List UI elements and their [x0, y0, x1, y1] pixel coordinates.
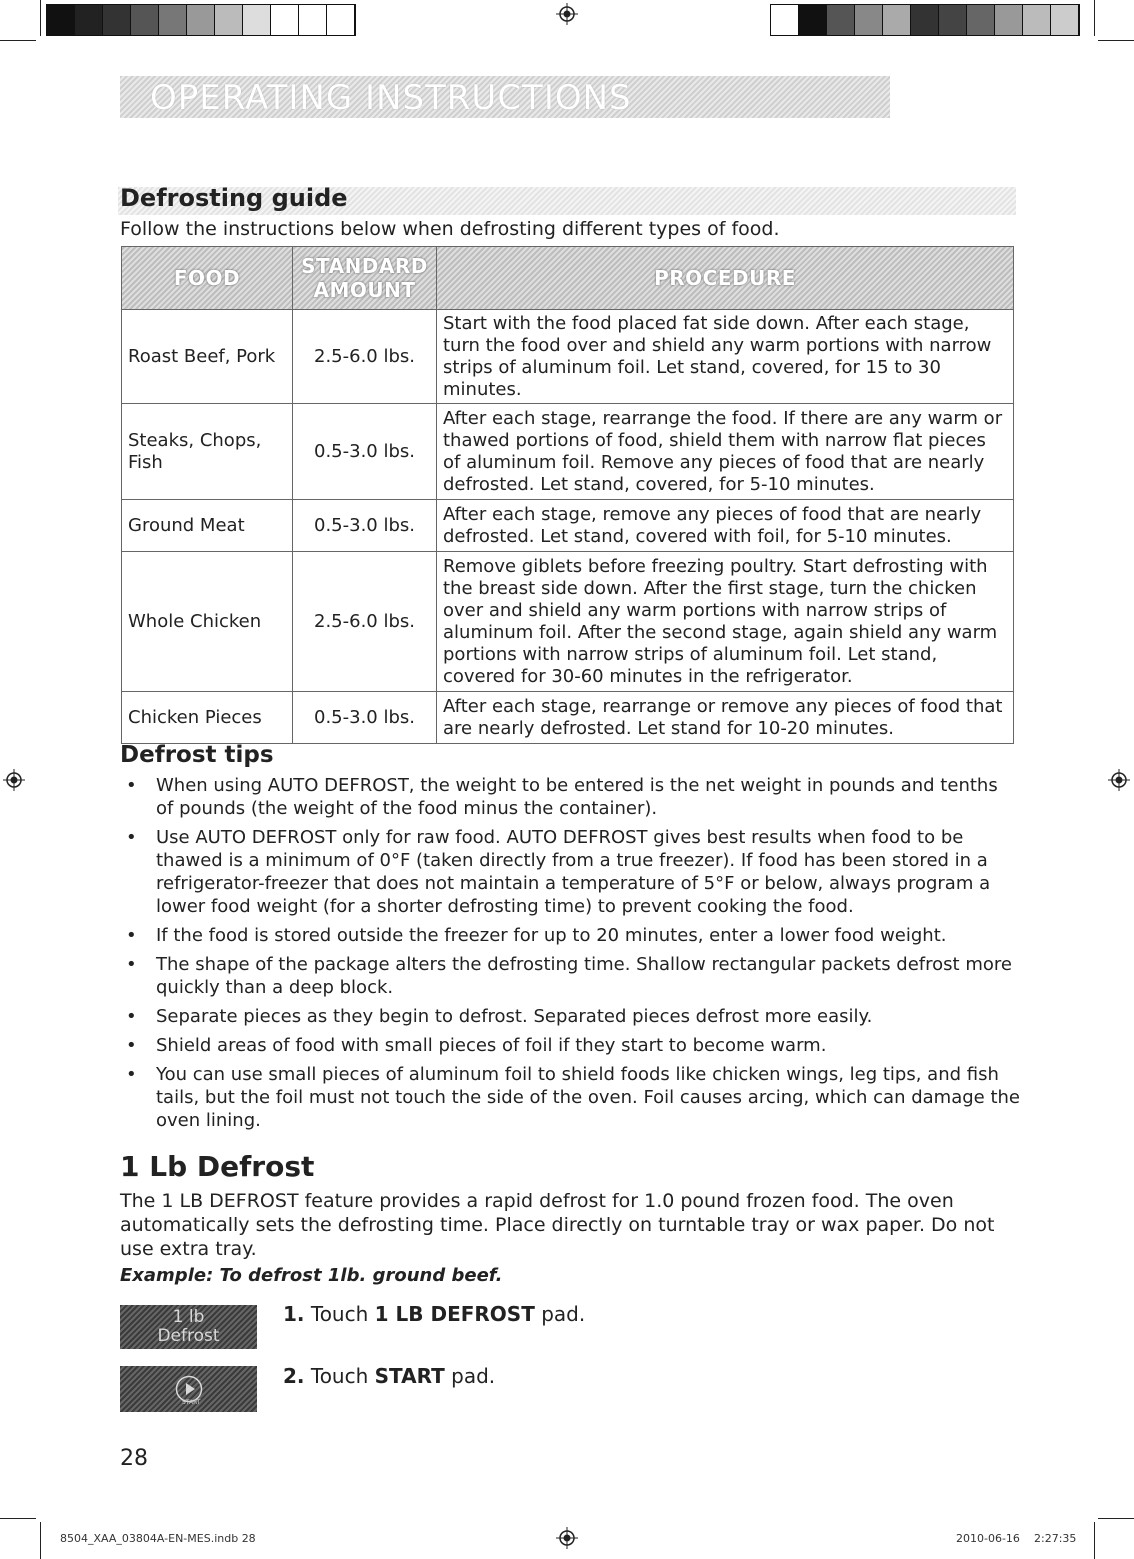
cell-amount: 0.5-3.0 lbs. — [293, 500, 437, 552]
bullet-icon: • — [126, 1035, 137, 1056]
defrost-tips-list — [120, 774, 1020, 1138]
list-item — [120, 953, 1020, 999]
tip-text: If the food is stored outside the freezer for up to 20 minutes, enter a lower food weight. — [156, 925, 947, 946]
list-item — [120, 1034, 1020, 1057]
crop-mark — [0, 1518, 36, 1519]
crop-mark — [1098, 40, 1134, 41]
table-row — [122, 500, 1014, 552]
crop-mark — [1098, 1518, 1134, 1519]
bullet-icon: • — [126, 775, 137, 796]
step-pre: Touch — [310, 1364, 369, 1388]
table-row — [122, 310, 1014, 404]
defrosting-guide-intro: Follow the instructions below when defrosting different types of food. — [120, 218, 780, 240]
table-row — [122, 552, 1014, 692]
banner-title: OPERATING INSTRUCTIONS — [150, 78, 632, 118]
cell-amount: 0.5-3.0 lbs. — [293, 692, 437, 744]
footer-file: 8504_XAA_03804A-EN-MES.indb 28 — [60, 1532, 256, 1545]
crop-mark — [40, 0, 41, 36]
bullet-icon: • — [126, 954, 137, 975]
tip-text: You can use small pieces of aluminum foil to shield foods like chicken wings, leg tips, and fish tails, but the foil must not touch the side of the oven. Foil causes arcing, which can damage the oven lining. — [156, 1064, 1020, 1131]
lb-defrost-description: The 1 LB DEFROST feature provides a rapid defrost for 1.0 pound frozen food. The oven automatically sets the defrosting time. Place directly on turntable tray or wax paper. Do not use extra tray. — [120, 1190, 995, 1260]
defrosting-guide-heading: Defrosting guide — [120, 184, 348, 212]
step-key: 1 LB DEFROST — [374, 1302, 535, 1326]
crop-mark — [0, 40, 36, 41]
cell-procedure: After each stage, rearrange the food. If there are any warm or thawed portions of food, shield them with narrow flat pieces of aluminum foil. Remove any pieces of food that are nearly defrosted. Let stand, covered, for 5-10 minutes. — [437, 404, 1014, 500]
tip-text: Shield areas of food with small pieces of foil if they start to become warm. — [156, 1035, 827, 1056]
cell-procedure: After each stage, rearrange or remove any pieces of food that are nearly defrosted. Let stand for 10-20 minutes. — [437, 692, 1014, 744]
start-pad-button[interactable] — [120, 1366, 257, 1412]
header-amount-line2: AMOUNT — [313, 278, 416, 302]
cell-amount: 0.5-3.0 lbs. — [293, 404, 437, 500]
header-food: FOOD — [122, 247, 293, 310]
lb-defrost-heading: 1 Lb Defrost — [120, 1150, 315, 1183]
cell-procedure: After each stage, remove any pieces of food that are nearly defrosted. Let stand, covered with foil, for 5-10 minutes. — [437, 500, 1014, 552]
cell-procedure: Remove giblets before freezing poultry. Start defrosting with the breast side down. After the first stage, turn the chicken over and shield any warm portions with narrow strips of aluminum foil. After the second stage, again shield any warm portions with narrow strips of aluminum foil. Let stand, covered for 30-60 minutes in the refrigerator. — [437, 552, 1014, 692]
lb-defrost-pad-button[interactable] — [120, 1305, 257, 1349]
page-number: 28 — [120, 1446, 148, 1471]
tip-text: Separate pieces as they begin to defrost. Separated pieces defrost more easily. — [156, 1006, 873, 1027]
section-banner — [120, 76, 890, 118]
cell-amount: 2.5-6.0 lbs. — [293, 310, 437, 404]
step-pre: Touch — [310, 1302, 369, 1326]
bullet-icon: • — [126, 1006, 137, 1027]
list-item — [120, 774, 1020, 820]
cell-food: Whole Chicken — [122, 552, 293, 692]
cell-procedure: Start with the food placed fat side down. After each stage, turn the food over and shield any warm portions with narrow strips of aluminum foil. Let stand, covered, for 15 to 30 minutes. — [437, 310, 1014, 404]
step-key: START — [374, 1364, 445, 1388]
cell-food: Chicken Pieces — [122, 692, 293, 744]
tip-text: Use AUTO DEFROST only for raw food. AUTO DEFROST gives best results when food to be thawed is a minimum of 0°F (taken directly from a true freezer). If food has been stored in a refrigerator-freezer that does not maintain a temperature of 5°F or below, always program a lower food weight (for a shorter defrosting time) to prevent cooking the food. — [156, 827, 991, 917]
bullet-icon: • — [126, 827, 137, 848]
registration-mark-icon — [1108, 769, 1130, 791]
bullet-icon: • — [126, 1064, 137, 1085]
table-header-row — [122, 247, 1014, 310]
color-bar — [770, 4, 1080, 36]
footer-time: 2:27:35 — [1034, 1532, 1077, 1545]
grayscale-bar — [46, 4, 356, 36]
start-pad-label: START — [182, 1399, 201, 1406]
tip-text: When using AUTO DEFROST, the weight to be entered is the net weight in pounds and tenths of pounds (the weight of the food minus the container). — [156, 775, 998, 819]
bullet-icon: • — [126, 925, 137, 946]
list-item — [120, 1005, 1020, 1028]
header-amount-line1: STANDARD — [301, 254, 428, 278]
cell-food: Ground Meat — [122, 500, 293, 552]
table-row — [122, 692, 1014, 744]
cell-food: Roast Beef, Pork — [122, 310, 293, 404]
registration-mark-icon — [556, 1527, 578, 1549]
registration-mark-icon — [3, 769, 25, 791]
pad-label-line1: 1 lb — [172, 1307, 205, 1327]
step-1 — [283, 1302, 585, 1326]
table-row — [122, 404, 1014, 500]
step-post: pad. — [451, 1364, 496, 1388]
registration-mark-icon — [556, 3, 578, 25]
step-post: pad. — [541, 1302, 586, 1326]
lb-defrost-example: Example: To defrost 1lb. ground beef. — [120, 1265, 503, 1286]
step-number: 2. — [283, 1364, 305, 1388]
defrosting-table — [121, 246, 1014, 744]
list-item — [120, 924, 1020, 947]
defrost-tips-heading: Defrost tips — [120, 742, 274, 768]
pad-label-line2: Defrost — [157, 1326, 220, 1346]
header-amount — [293, 247, 437, 310]
crop-mark — [1094, 0, 1095, 36]
crop-mark — [1094, 1522, 1095, 1559]
header-procedure: PROCEDURE — [437, 247, 1014, 310]
tip-text: The shape of the package alters the defrosting time. Shallow rectangular packets defrost more quickly than a deep block. — [156, 954, 1012, 998]
cell-amount: 2.5-6.0 lbs. — [293, 552, 437, 692]
list-item — [120, 1063, 1020, 1132]
list-item — [120, 826, 1020, 918]
crop-mark — [40, 1522, 41, 1559]
cell-food: Steaks, Chops, Fish — [122, 404, 293, 500]
step-number: 1. — [283, 1302, 305, 1326]
footer-date: 2010-06-16 — [956, 1532, 1020, 1545]
step-2 — [283, 1364, 495, 1388]
